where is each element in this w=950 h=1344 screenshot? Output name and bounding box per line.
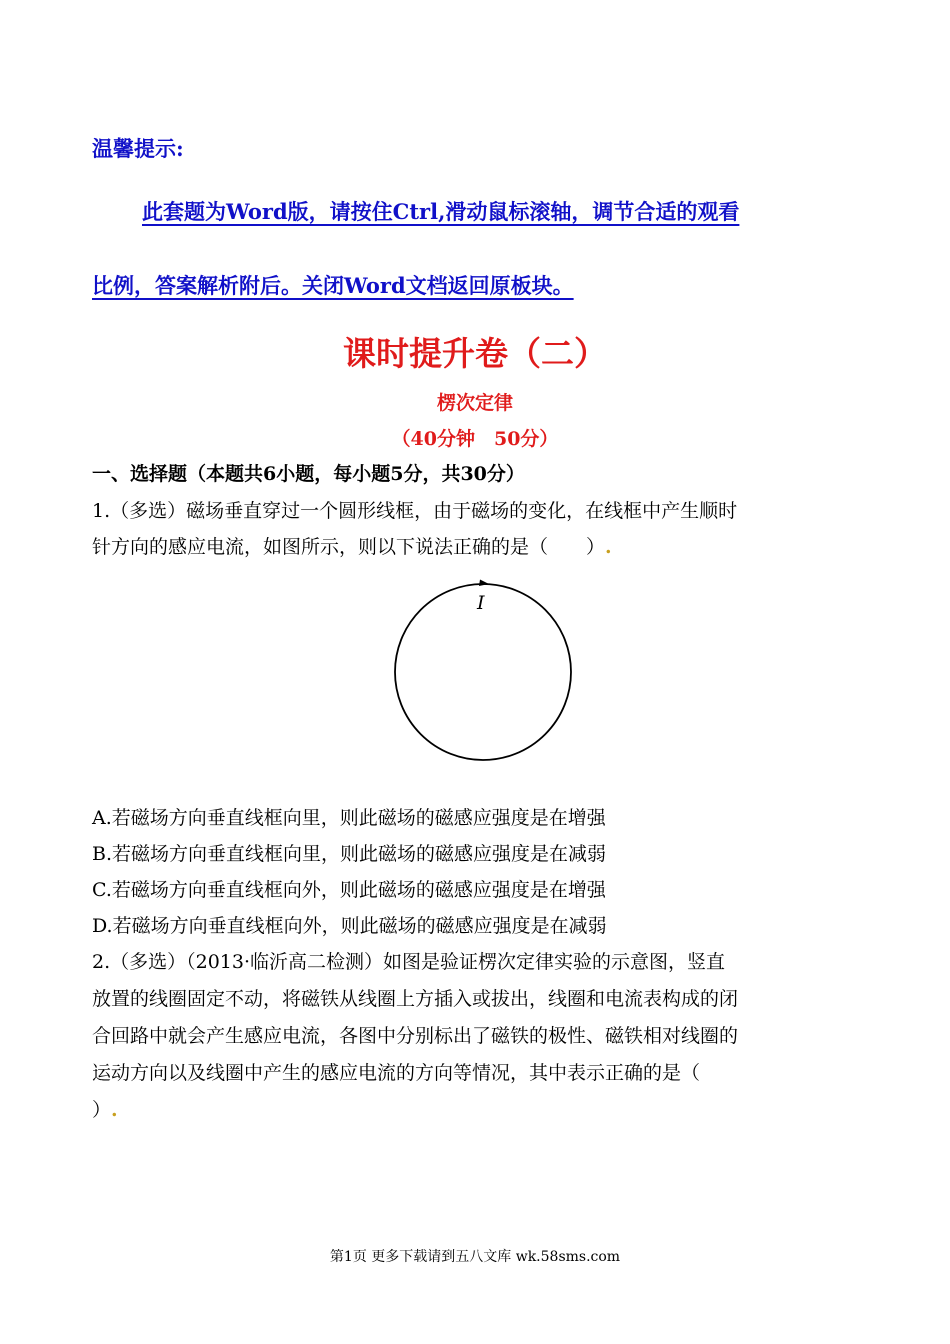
q1-option-a: A.若磁场方向垂直线框向里，则此磁场的磁感应强度是在增强: [92, 807, 606, 829]
q1-line-2: 针方向的感应电流，如图所示，则以下说法正确的是（ ）.: [92, 536, 612, 558]
q2-line-1: 2.（多选）（2013·临沂高二检测）如图是验证楞次定律实验的示意图，竖直: [92, 951, 726, 973]
time-score: （40分钟 50分）: [391, 428, 559, 450]
q1-option-b: B.若磁场方向垂直线框向里，则此磁场的磁感应强度是在减弱: [92, 843, 607, 865]
page-title: 课时提升卷（二）: [343, 334, 607, 373]
q1-option-d: D.若磁场方向垂直线框向外，则此磁场的磁感应强度是在减弱: [92, 915, 607, 937]
q2-line-5: ）.: [92, 1099, 118, 1121]
q2-line-3: 合回路中就会产生感应电流，各图中分别标出了磁铁的极性、磁铁相对线圈的: [92, 1025, 739, 1047]
current-arrow-icon: [479, 580, 489, 587]
tip-line-2[interactable]: 比例，答案解析附后。关闭Word文档返回原板块。: [92, 273, 574, 298]
q1-figure: [380, 578, 580, 768]
q1-option-c: C.若磁场方向垂直线框向外，则此磁场的磁感应强度是在增强: [92, 879, 606, 901]
page-subtitle: 楞次定律: [436, 392, 513, 414]
tip-heading: 温馨提示:: [92, 136, 184, 161]
current-label: I: [477, 592, 485, 614]
tip-line-1[interactable]: 此套题为Word版，请按住Ctrl,滑动鼠标滚轴，调节合适的观看: [142, 199, 740, 224]
q1-line-1: 1.（多选）磁场垂直穿过一个圆形线框，由于磁场的变化，在线框中产生顺时: [92, 500, 738, 522]
q2-line-2: 放置的线圈固定不动，将磁铁从线圈上方插入或拔出，线圈和电流表构成的闭: [92, 988, 739, 1010]
section-heading: 一、选择题（本题共6小题，每小题5分，共30分）: [92, 463, 525, 485]
page-footer: 第1页 更多下载请到五八文库 wk.58sms.com: [329, 1249, 621, 1265]
q2-line-4: 运动方向以及线圈中产生的感应电流的方向等情况，其中表示正确的是（: [92, 1062, 701, 1084]
